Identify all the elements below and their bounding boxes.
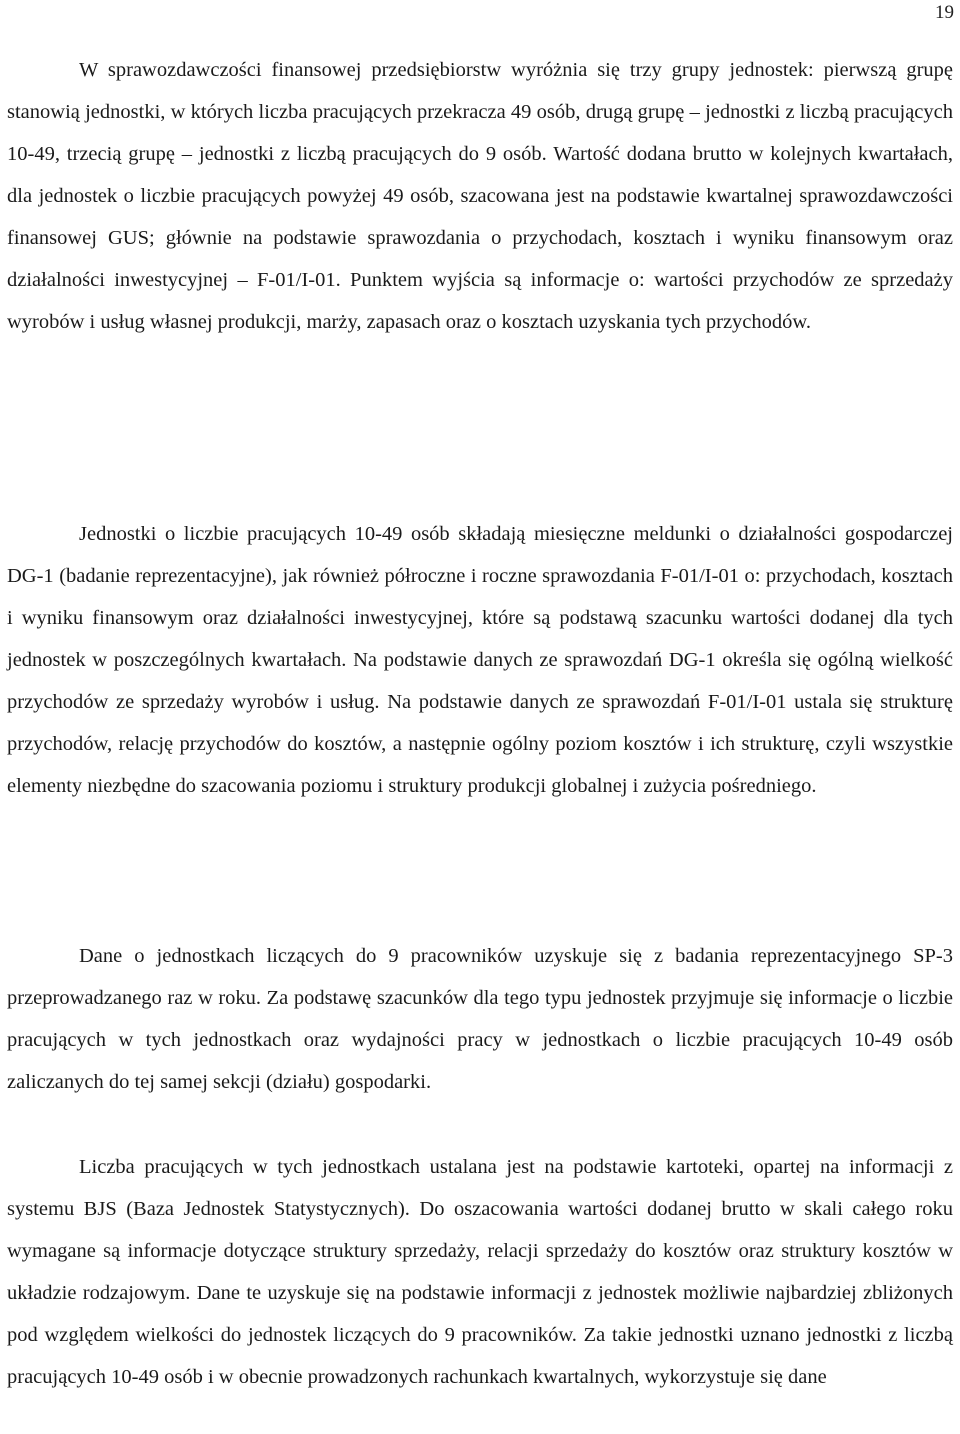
paragraph-1: W sprawozdawczości finansowej przedsiębiorstw wyróżnia się trzy grupy jednostek: pierwszą grupę stanowią jednostki, w których liczba pracujących przekracza 49 osób, drugą grupę – jednostki z liczbą pracujących 10-49, trzecią grupę – jednostki z liczbą pracujących do 9 osób. Wartość dodana brutto w kolejnych kwartałach, dla jednostek o liczbie pracujących powyżej 49 osób, szacowana jest na podstawie kwartalnej sprawozdawczości finansowej GUS; głównie na podstawie sprawozdania o przychodach, kosztach i wyniku finansowym oraz działalności inwestycyjnej – F-01/I-01. Punktem wyjścia są informacje o: wartości przychodów ze sprzedaży wyrobów i usług własnej produkcji, marży, zapasach oraz o kosztach uzyskania tych przychodów. xyxy=(7,59,953,333)
paragraph-2: Jednostki o liczbie pracujących 10-49 osób składają miesięczne meldunki o działalności gospodarczej DG-1 (badanie reprezentacyjne), jak również półroczne i roczne sprawozdania F-01/I-01 o: przychodach, kosztach i wyniku finansowym oraz działalności inwestycyjnej, które są podstawą szacunku wartości dodanej dla tych jednostek w poszczególnych kwartałach. Na podstawie danych ze sprawozdań DG-1 określa się ogólną wielkość przychodów ze sprzedaży wyrobów i usług. Na podstawie danych ze sprawozdań F-01/I-01 ustala się strukturę przychodów, relację przychodów do kosztów, a następnie ogólny poziom kosztów i ich strukturę, czyli wszystkie elementy niezbędne do szacowania poziomu i struktury produkcji globalnej i zużycia pośredniego. xyxy=(7,523,953,797)
paragraph-3: Dane o jednostkach liczących do 9 pracowników uzyskuje się z badania reprezentacyjnego SP-3 przeprowadzanego raz w roku. Za podstawę szacunków dla tego typu jednostek przyjmuje się informacje o liczbie pracujących w tych jednostkach oraz wydajności pracy w jednostkach o liczbie pracujących 10-49 osób zaliczanych do tej samej sekcji (działu) gospodarki. xyxy=(7,945,953,1093)
page-number: 19 xyxy=(935,2,954,23)
paragraph-4: Liczba pracujących w tych jednostkach ustalana jest na podstawie kartoteki, opartej na informacji z systemu BJS (Baza Jednostek Statystycznych). Do oszacowania wartości dodanej brutto w skali całego roku wymagane są informacje dotyczące struktury sprzedaży, relacji sprzedaży do kosztów oraz struktury kosztów w układzie rodzajowym. Dane te uzyskuje się na podstawie informacji z jednostek możliwie najbardziej zbliżonych pod względem wielkości do jednostek liczących do 9 pracowników. Za takie jednostki uznano jednostki z liczbą pracujących 10-49 osób i w obecnie prowadzonych rachunkach kwartalnych, wykorzystuje się dane xyxy=(7,1156,953,1388)
